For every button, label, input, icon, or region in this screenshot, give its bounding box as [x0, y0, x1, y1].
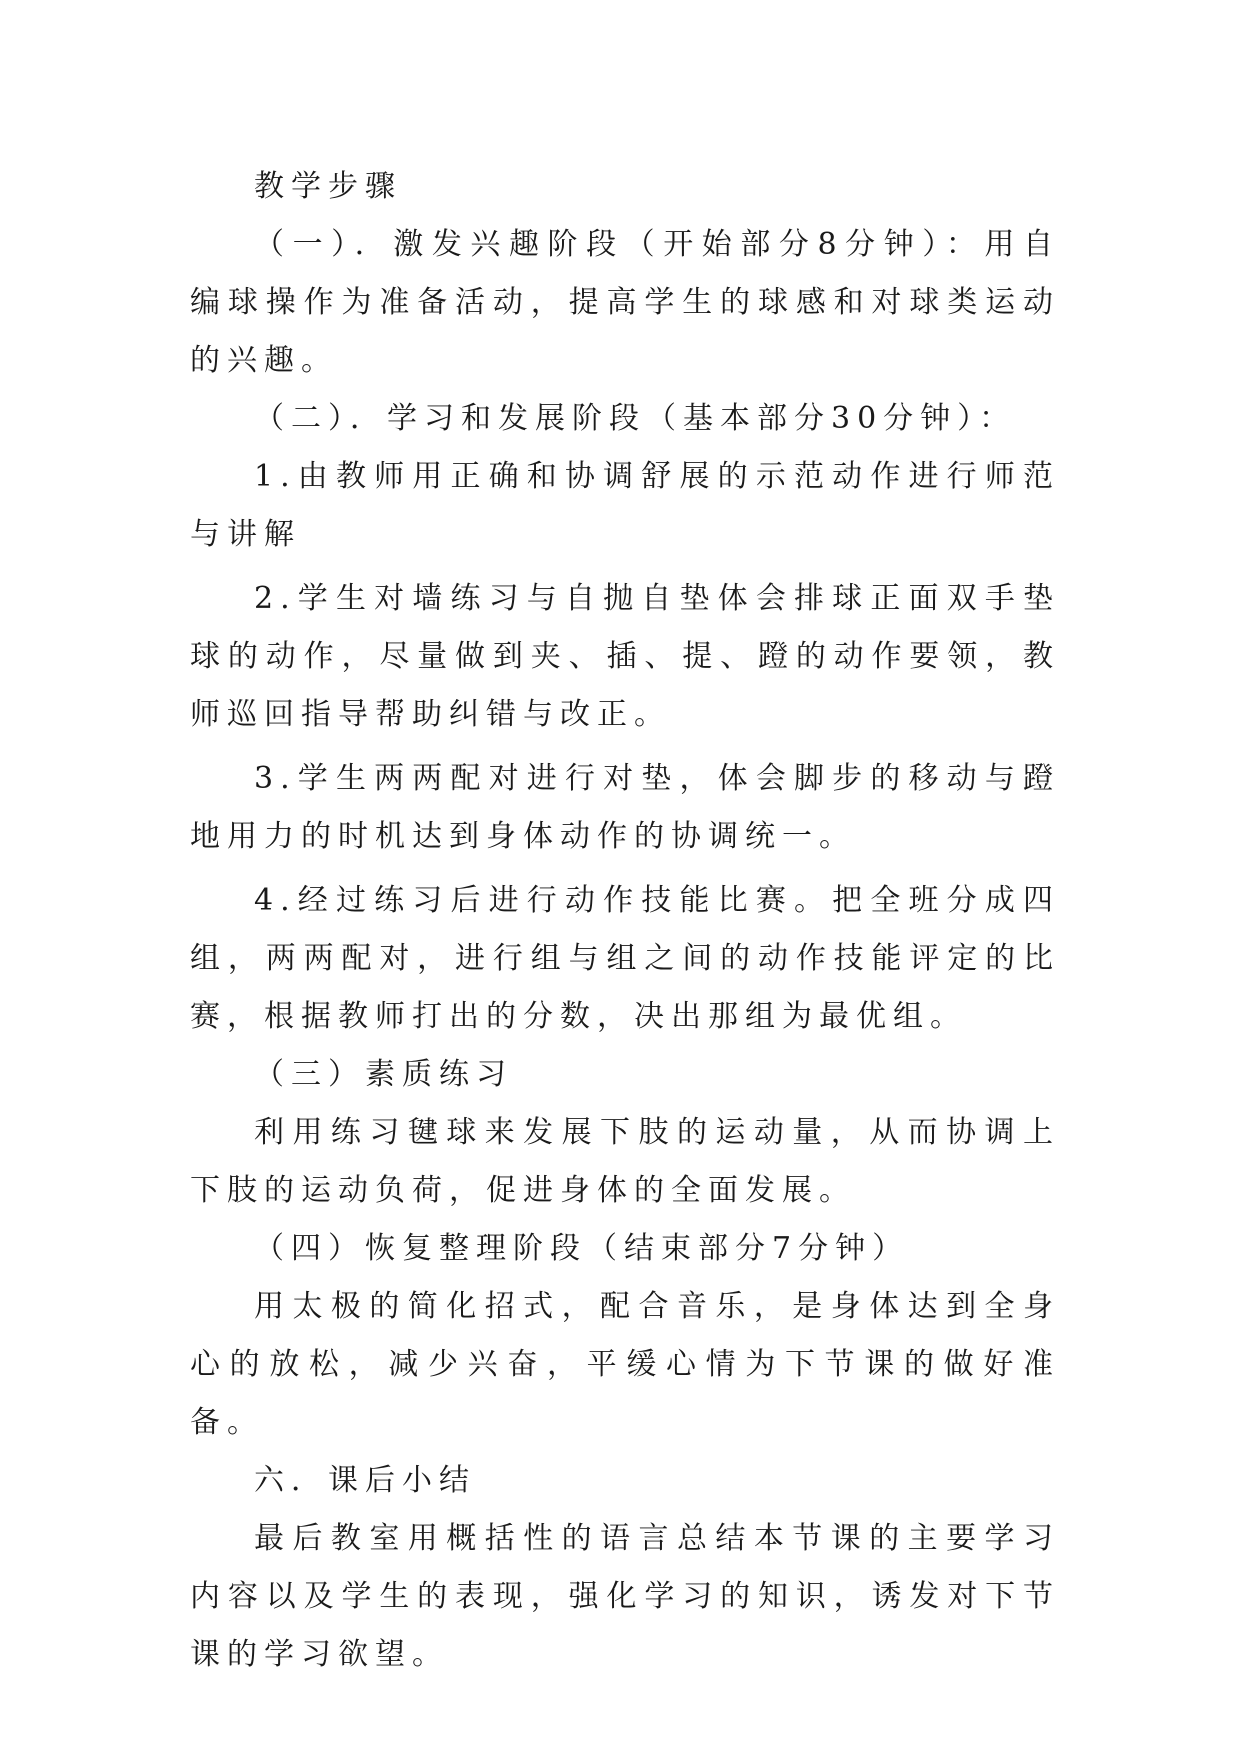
paragraph-stage-three: 利用练习毽球来发展下肢的运动量，从而协调上下肢的运动负荷，促进身体的全面发展。: [190, 1115, 1060, 1208]
heading-teaching-steps: 教学步骤: [254, 169, 402, 204]
paragraph-stage-four: 用太极的简化招式，配合音乐，是身体达到全身心的放松，减少兴奋，平缓心情为下节课的做好准备。: [190, 1289, 1060, 1440]
paragraph-step-4: 4.经过练习后进行动作技能比赛。把全班分成四组，两两配对，进行组与组之间的动作技能评定的比赛，根据教师打出的分数，决出那组为最优组。: [190, 883, 1060, 1034]
paragraph-step-2: 2.学生对墙练习与自抛自垫体会排球正面双手垫球的动作，尽量做到夹、插、提、蹬的动作要领，教师巡回指导帮助纠错与改正。: [190, 581, 1060, 732]
paragraph-summary: 最后教室用概括性的语言总结本节课的主要学习内容以及学生的表现，强化学习的知识，诱发对下节课的学习欲望。: [190, 1521, 1060, 1672]
document-page: [190, 158, 1060, 1684]
paragraph-stage-one: （一）．激发兴趣阶段（开始部分8分钟）：用自编球操作为准备活动，提高学生的球感和对球类运动的兴趣。: [190, 227, 1060, 378]
paragraph-stage-four-heading: （四）恢复整理阶段（结束部分7分钟）: [254, 1231, 910, 1266]
heading-summary: 六．课后小结: [254, 1463, 476, 1498]
paragraph-step-3: 3.学生两两配对进行对垫，体会脚步的移动与蹬地用力的时机达到身体动作的协调统一。: [190, 761, 1060, 854]
paragraph-stage-three-heading: （三）素质练习: [254, 1057, 513, 1092]
paragraph-stage-two-heading: （二）．学习和发展阶段（基本部分30分钟）：: [254, 401, 1017, 436]
paragraph-step-1: 1.由教师用正确和协调舒展的示范动作进行师范与讲解: [190, 459, 1060, 552]
